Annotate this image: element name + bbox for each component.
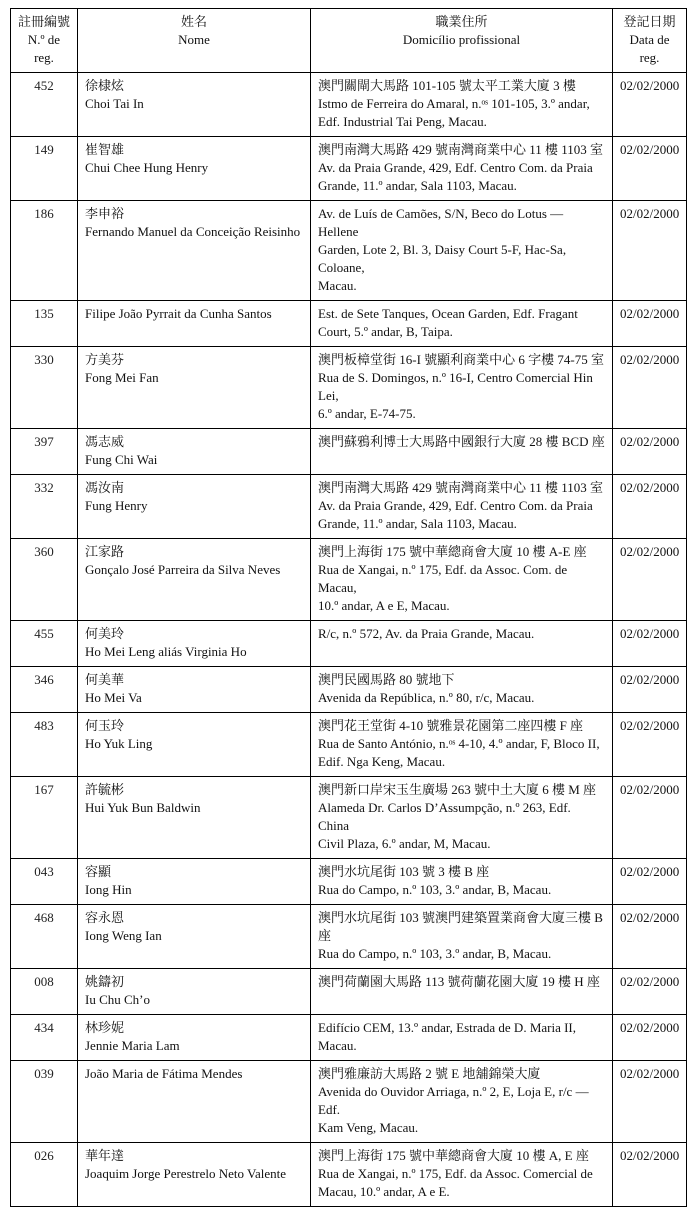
header-address-zh: 職業住所 xyxy=(435,14,488,29)
address-cell xyxy=(311,73,613,137)
table-row xyxy=(11,429,687,475)
address-line: Est. de Sete Tanques, Ocean Garden, Edf. Fragant xyxy=(318,306,578,321)
name-line: 何美華 xyxy=(85,672,125,687)
address-line: 澳門蘇鴉利博士大馬路中國銀行大廈 28 樓 BCD 座 xyxy=(318,434,605,449)
reg-no-value: 360 xyxy=(34,544,54,559)
date-value: 02/02/2000 xyxy=(620,78,680,93)
reg-no-cell xyxy=(11,429,78,475)
name-line: Chui Chee Hung Henry xyxy=(85,160,209,175)
address-line: Macau. xyxy=(318,278,357,293)
reg-no-cell xyxy=(11,859,78,905)
name-cell xyxy=(78,201,311,301)
name-cell xyxy=(78,905,311,969)
address-cell xyxy=(311,621,613,667)
date-value: 02/02/2000 xyxy=(620,1148,680,1163)
address-cell xyxy=(311,1015,613,1061)
address-cell xyxy=(311,301,613,347)
address-line: Rua de Santo António, n.ᵒˢ 4-10, 4.º andar, F, Bloco II, xyxy=(318,736,600,751)
date-cell xyxy=(613,667,687,713)
date-cell xyxy=(613,73,687,137)
reg-no-value: 483 xyxy=(34,718,54,733)
name-line: 華年達 xyxy=(85,1148,125,1163)
reg-no-value: 330 xyxy=(34,352,54,367)
reg-no-cell xyxy=(11,969,78,1015)
reg-no-cell xyxy=(11,1015,78,1061)
address-line: Rua do Campo, n.º 103, 3.º andar, B, Macau. xyxy=(318,882,552,897)
address-cell xyxy=(311,777,613,859)
name-cell xyxy=(78,429,311,475)
header-address-pt: Domicílio profissional xyxy=(402,32,521,47)
name-cell xyxy=(78,539,311,621)
reg-no-cell xyxy=(11,667,78,713)
address-line: 澳門上海街 175 號中華總商會大廈 10 樓 A-E 座 xyxy=(318,544,587,559)
date-value: 02/02/2000 xyxy=(620,544,680,559)
name-line: Fung Chi Wai xyxy=(85,452,158,467)
name-line: Filipe João Pyrrait da Cunha Santos xyxy=(85,306,272,321)
date-value: 02/02/2000 xyxy=(620,782,680,797)
reg-no-value: 468 xyxy=(34,910,54,925)
reg-no-value: 346 xyxy=(34,672,54,687)
header-reg-no-zh: 註冊編號 xyxy=(18,14,71,29)
date-cell xyxy=(613,1015,687,1061)
date-value: 02/02/2000 xyxy=(620,672,680,687)
name-cell xyxy=(78,475,311,539)
name-line: Iong Hin xyxy=(85,882,132,897)
registry-table-header xyxy=(11,9,687,73)
name-line: 許毓彬 xyxy=(85,782,125,797)
reg-no-cell xyxy=(11,713,78,777)
reg-no-cell xyxy=(11,1143,78,1207)
table-row xyxy=(11,1015,687,1061)
header-date xyxy=(613,9,687,73)
reg-no-value: 026 xyxy=(34,1148,54,1163)
date-cell xyxy=(613,969,687,1015)
address-line: Av. de Luís de Camões, S/N, Beco do Lotus — Hellene xyxy=(318,206,564,239)
address-line: 澳門關閘大馬路 101-105 號太平工業大廈 3 樓 xyxy=(318,78,576,93)
name-line: Hui Yuk Bun Baldwin xyxy=(85,800,201,815)
date-value: 02/02/2000 xyxy=(620,626,680,641)
address-line: 澳門板樟堂街 16-I 號顯利商業中心 6 字樓 74-75 室 xyxy=(318,352,604,367)
address-line: 澳門新口岸宋玉生廣場 263 號中土大廈 6 樓 M 座 xyxy=(318,782,597,797)
name-line: Jennie Maria Lam xyxy=(85,1038,180,1053)
address-line: 澳門雅廉訪大馬路 2 號 E 地舖錦榮大廈 xyxy=(318,1066,541,1081)
table-row xyxy=(11,475,687,539)
date-value: 02/02/2000 xyxy=(620,206,680,221)
address-line: Rua de Xangai, n.º 175, Edf. da Assoc. Comercial de xyxy=(318,1166,593,1181)
header-name-pt: Nome xyxy=(178,32,210,47)
date-value: 02/02/2000 xyxy=(620,1066,680,1081)
address-line: Civil Plaza, 6.º andar, M, Macau. xyxy=(318,836,491,851)
name-line: 徐棣炫 xyxy=(85,78,125,93)
date-cell xyxy=(613,1143,687,1207)
name-line: 姚鑄初 xyxy=(85,974,125,989)
address-line: Grande, 11.º andar, Sala 1103, Macau. xyxy=(318,178,517,193)
address-line: Alameda Dr. Carlos D’Assumpção, n.º 263, Edf. China xyxy=(318,800,571,833)
reg-no-value: 186 xyxy=(34,206,54,221)
date-value: 02/02/2000 xyxy=(620,910,680,925)
name-line: 容永恩 xyxy=(85,910,125,925)
date-value: 02/02/2000 xyxy=(620,434,680,449)
reg-no-value: 397 xyxy=(34,434,54,449)
name-cell xyxy=(78,667,311,713)
address-cell xyxy=(311,201,613,301)
address-cell xyxy=(311,429,613,475)
reg-no-cell xyxy=(11,1061,78,1143)
name-line: Ho Mei Leng aliás Virginia Ho xyxy=(85,644,247,659)
address-line: Edif. Nga Keng, Macau. xyxy=(318,754,446,769)
reg-no-value: 135 xyxy=(34,306,54,321)
name-line: Iu Chu Ch’o xyxy=(85,992,150,1007)
table-row xyxy=(11,713,687,777)
date-value: 02/02/2000 xyxy=(620,142,680,157)
name-line: Gonçalo José Parreira da Silva Neves xyxy=(85,562,281,577)
name-cell xyxy=(78,713,311,777)
date-value: 02/02/2000 xyxy=(620,480,680,495)
name-cell xyxy=(78,859,311,905)
address-line: Macau, 10.º andar, A e E. xyxy=(318,1184,450,1199)
address-line: 澳門南灣大馬路 429 號南灣商業中心 11 樓 1103 室 xyxy=(318,142,604,157)
table-row xyxy=(11,621,687,667)
address-cell xyxy=(311,1143,613,1207)
address-cell xyxy=(311,475,613,539)
table-row xyxy=(11,539,687,621)
date-value: 02/02/2000 xyxy=(620,1020,680,1035)
name-line: 馮志威 xyxy=(85,434,125,449)
table-row xyxy=(11,1143,687,1207)
table-row xyxy=(11,859,687,905)
address-line: 6.º andar, E-74-75. xyxy=(318,406,416,421)
name-line: 容顯 xyxy=(85,864,112,879)
table-row xyxy=(11,667,687,713)
date-value: 02/02/2000 xyxy=(620,864,680,879)
name-line: João Maria de Fátima Mendes xyxy=(85,1066,243,1081)
date-value: 02/02/2000 xyxy=(620,352,680,367)
header-reg-no xyxy=(11,9,78,73)
address-line: Edf. Industrial Tai Peng, Macau. xyxy=(318,114,487,129)
reg-no-cell xyxy=(11,475,78,539)
name-cell xyxy=(78,1143,311,1207)
reg-no-value: 043 xyxy=(34,864,54,879)
reg-no-cell xyxy=(11,137,78,201)
date-cell xyxy=(613,905,687,969)
date-value: 02/02/2000 xyxy=(620,974,680,989)
table-row xyxy=(11,137,687,201)
address-line: Garden, Lote 2, Bl. 3, Daisy Court 5-F, Hac-Sa, Coloane, xyxy=(318,242,567,275)
address-line: Grande, 11.º andar, Sala 1103, Macau. xyxy=(318,516,517,531)
reg-no-cell xyxy=(11,301,78,347)
name-line: 李申裕 xyxy=(85,206,125,221)
address-cell xyxy=(311,137,613,201)
reg-no-value: 039 xyxy=(34,1066,54,1081)
date-cell xyxy=(613,713,687,777)
address-cell xyxy=(311,667,613,713)
address-line: 澳門水坑尾街 103 號 3 樓 B 座 xyxy=(318,864,490,879)
reg-no-cell xyxy=(11,621,78,667)
name-line: Fernando Manuel da Conceição Reisinho xyxy=(85,224,301,239)
date-cell xyxy=(613,475,687,539)
reg-no-value: 332 xyxy=(34,480,54,495)
reg-no-value: 434 xyxy=(34,1020,54,1035)
address-cell xyxy=(311,859,613,905)
address-cell xyxy=(311,713,613,777)
address-line: Av. da Praia Grande, 429, Edf. Centro Com. da Praia xyxy=(318,160,593,175)
address-line: 澳門荷蘭園大馬路 113 號荷蘭花園大廈 19 樓 H 座 xyxy=(318,974,600,989)
address-line: Istmo de Ferreira do Amaral, n.ᵒˢ 101-105, 3.º andar, xyxy=(318,96,590,111)
name-cell xyxy=(78,73,311,137)
address-line: 澳門花王堂街 4-10 號雅景花園第二座四樓 F 座 xyxy=(318,718,584,733)
table-row xyxy=(11,777,687,859)
name-line: Choi Tai In xyxy=(85,96,144,111)
reg-no-cell xyxy=(11,777,78,859)
name-cell xyxy=(78,301,311,347)
date-cell xyxy=(613,621,687,667)
reg-no-value: 149 xyxy=(34,142,54,157)
name-cell xyxy=(78,347,311,429)
header-name-zh: 姓名 xyxy=(180,14,207,29)
name-line: 何美玲 xyxy=(85,626,125,641)
date-value: 02/02/2000 xyxy=(620,718,680,733)
table-row xyxy=(11,73,687,137)
reg-no-cell xyxy=(11,201,78,301)
name-line: Iong Weng Ian xyxy=(85,928,162,943)
reg-no-cell xyxy=(11,73,78,137)
name-line: Ho Mei Va xyxy=(85,690,142,705)
date-cell xyxy=(613,347,687,429)
table-row xyxy=(11,347,687,429)
address-line: Rua de S. Domingos, n.º 16-I, Centro Comercial Hin Lei, xyxy=(318,370,593,403)
name-cell xyxy=(78,1015,311,1061)
address-line: 澳門民國馬路 80 號地下 xyxy=(318,672,455,687)
address-line: Kam Veng, Macau. xyxy=(318,1120,419,1135)
registry-table-body xyxy=(11,73,687,1207)
address-line: Edifício CEM, 13.º andar, Estrada de D. Maria II, xyxy=(318,1020,577,1035)
reg-no-value: 455 xyxy=(34,626,54,641)
name-line: 何玉玲 xyxy=(85,718,125,733)
name-cell xyxy=(78,777,311,859)
reg-no-cell xyxy=(11,347,78,429)
reg-no-value: 452 xyxy=(34,78,54,93)
header-row xyxy=(11,9,687,73)
header-address xyxy=(311,9,613,73)
header-reg-no-pt: N.º de reg. xyxy=(27,32,61,65)
address-line: Avenida do Ouvidor Arriaga, n.º 2, E, Loja E, r/c — Edf. xyxy=(318,1084,589,1117)
address-line: 澳門南灣大馬路 429 號南灣商業中心 11 樓 1103 室 xyxy=(318,480,604,495)
address-cell xyxy=(311,539,613,621)
header-date-zh: 登記日期 xyxy=(623,14,676,29)
date-cell xyxy=(613,301,687,347)
name-cell xyxy=(78,1061,311,1143)
address-line: R/c, n.º 572, Av. da Praia Grande, Macau. xyxy=(318,626,535,641)
name-line: 林珍妮 xyxy=(85,1020,125,1035)
table-row xyxy=(11,201,687,301)
name-line: 江家路 xyxy=(85,544,125,559)
name-line: 馮汝南 xyxy=(85,480,125,495)
table-row xyxy=(11,301,687,347)
table-row xyxy=(11,1061,687,1143)
name-line: Ho Yuk Ling xyxy=(85,736,153,751)
address-line: 10.º andar, A e E, Macau. xyxy=(318,598,450,613)
address-line: Avenida da República, n.º 80, r/c, Macau. xyxy=(318,690,535,705)
address-cell xyxy=(311,905,613,969)
name-cell xyxy=(78,621,311,667)
date-cell xyxy=(613,1061,687,1143)
name-cell xyxy=(78,969,311,1015)
table-row xyxy=(11,969,687,1015)
address-cell xyxy=(311,347,613,429)
address-cell xyxy=(311,969,613,1015)
date-cell xyxy=(613,539,687,621)
reg-no-cell xyxy=(11,539,78,621)
name-line: Joaquim Jorge Perestrelo Neto Valente xyxy=(85,1166,286,1181)
reg-no-value: 008 xyxy=(34,974,54,989)
address-line: Rua do Campo, n.º 103, 3.º andar, B, Macau. xyxy=(318,946,552,961)
name-cell xyxy=(78,137,311,201)
reg-no-value: 167 xyxy=(34,782,54,797)
reg-no-cell xyxy=(11,905,78,969)
address-line: Av. da Praia Grande, 429, Edf. Centro Com. da Praia xyxy=(318,498,593,513)
registry-table xyxy=(10,8,687,1207)
name-line: Fung Henry xyxy=(85,498,148,513)
name-line: 方美芬 xyxy=(85,352,125,367)
table-row xyxy=(11,905,687,969)
header-date-pt: Data de reg. xyxy=(629,32,670,65)
address-line: 澳門上海街 175 號中華總商會大廈 10 樓 A, E 座 xyxy=(318,1148,589,1163)
date-cell xyxy=(613,201,687,301)
address-line: 澳門水坑尾街 103 號澳門建築置業商會大廈三樓 B 座 xyxy=(318,910,603,943)
name-line: 崔智雄 xyxy=(85,142,125,157)
address-line: Court, 5.º andar, B, Taipa. xyxy=(318,324,453,339)
name-line: Fong Mei Fan xyxy=(85,370,159,385)
date-value: 02/02/2000 xyxy=(620,306,680,321)
date-cell xyxy=(613,859,687,905)
address-line: Macau. xyxy=(318,1038,357,1053)
date-cell xyxy=(613,777,687,859)
date-cell xyxy=(613,429,687,475)
date-cell xyxy=(613,137,687,201)
address-cell xyxy=(311,1061,613,1143)
address-line: Rua de Xangai, n.º 175, Edf. da Assoc. Com. de Macau, xyxy=(318,562,568,595)
header-name xyxy=(78,9,311,73)
